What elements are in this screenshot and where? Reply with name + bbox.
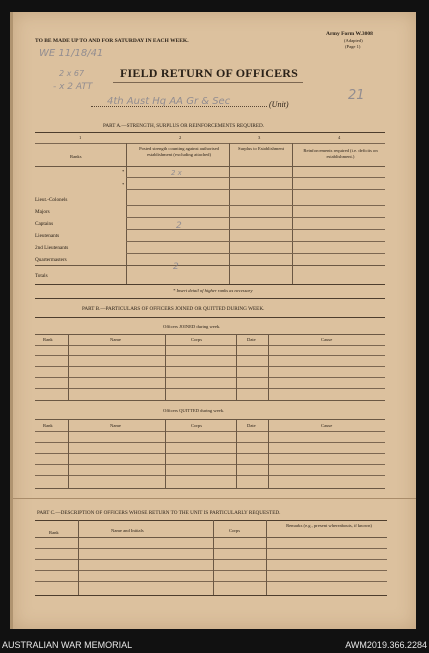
star-marker: * [122, 169, 125, 174]
rank-captains: Captains [35, 221, 54, 227]
row-rule [126, 241, 385, 242]
col-number-rule [35, 143, 385, 144]
rank-quartermasters: Quartermasters [35, 257, 67, 263]
form-number: Army Form W.3008 [326, 31, 373, 37]
joined-table-bottom [35, 400, 385, 401]
row-rule [126, 229, 385, 230]
joined-row-rule [35, 366, 385, 367]
part-c-vline [213, 520, 214, 595]
joined-vline [236, 334, 237, 400]
quitted-col-name: Name [110, 423, 121, 428]
joined-title: Officers JOINED during week. [163, 324, 221, 329]
part-a-bottom-rule [35, 284, 385, 285]
part-b-top-rule [35, 317, 385, 318]
rank-lieutenants: Lieutenants [35, 233, 60, 239]
quitted-col-date: Date [247, 423, 256, 428]
joined-row-rule [35, 355, 385, 356]
quitted-col-rank: Rank [43, 423, 53, 428]
joined-col-rank: Rank [43, 337, 53, 342]
star-marker: * [122, 182, 125, 187]
footer-institution: AUSTRALIAN WAR MEMORIAL [2, 640, 133, 650]
pencil-top-value: 2 x [171, 169, 182, 177]
part-c-col-remarks: Remarks (e.g., present whereabouts, if known) [286, 523, 372, 528]
totals-label: Totals [35, 273, 48, 279]
part-a-vline-2 [229, 143, 230, 284]
part-a-vline-3 [292, 143, 293, 284]
unit-label: (Unit) [269, 100, 289, 109]
quitted-vline [268, 419, 269, 488]
footer-catalog-id: AWM2019.366.2284 [345, 640, 427, 650]
pencil-unit-name: 4th Aust Hq AA Gr & Sec [107, 96, 231, 107]
pencil-note-date: WE 11/18/41 [39, 48, 104, 59]
part-c-row-rule [35, 559, 387, 560]
joined-table-top [35, 334, 385, 335]
pencil-note-attached: - x 2 ATT [53, 82, 93, 92]
paper-fold [13, 498, 416, 499]
col-header-posted: Posted strength counting against authorised establishment (excluding attached) [139, 146, 219, 157]
part-c-header-bottom [35, 537, 387, 538]
col-header-ranks: Ranks [70, 154, 82, 159]
pencil-number: 21 [348, 88, 365, 103]
part-c-vline [266, 520, 267, 595]
joined-vline [68, 334, 69, 400]
part-b-title: PART B.—PARTICULARS OF OFFICERS JOINED OR QUITTED DURING WEEK. [82, 306, 265, 312]
title-underline [113, 82, 303, 83]
form-title: FIELD RETURN OF OFFICERS [120, 66, 299, 80]
joined-vline [165, 334, 166, 400]
joined-vline [268, 334, 269, 400]
col-number-4: 4 [338, 135, 341, 140]
part-a-vline-1 [126, 143, 127, 284]
quitted-title: Officers QUITTED during week. [163, 408, 225, 413]
pencil-note-count: 2 x 67 [59, 69, 85, 78]
part-c-row-rule [35, 581, 387, 582]
col-number-3: 3 [258, 135, 261, 140]
quitted-vline [165, 419, 166, 488]
part-c-row-rule [35, 570, 387, 571]
part-c-vline [78, 520, 79, 595]
part-c-col-rank: Rank [49, 530, 59, 535]
rank-majors: Majors [35, 209, 50, 215]
joined-col-date: Date [247, 337, 256, 342]
part-c-col-name: Name and Initials [111, 528, 144, 533]
col-number-1: 1 [79, 135, 82, 140]
quitted-table-top [35, 419, 385, 420]
quitted-col-corps: Corps [191, 423, 202, 428]
quitted-row-rule [35, 464, 385, 465]
quitted-col-cause: Cause [321, 423, 333, 428]
document-page [13, 12, 416, 629]
joined-row-rule [35, 388, 385, 389]
joined-row-rule [35, 345, 385, 346]
quitted-row-rule [35, 453, 385, 454]
row-rule [126, 189, 385, 190]
pencil-totals-value: 2 [173, 262, 179, 272]
part-c-title: PART C.—DESCRIPTION OF OFFICERS WHOSE RETURN TO THE UNIT IS PARTICULARLY REQUESTED. [37, 510, 281, 516]
form-adapted: (Adapted) [344, 38, 363, 43]
col-header-surplus: Surplus to Establishment [238, 146, 284, 151]
header-bottom-rule [35, 166, 385, 167]
joined-col-corps: Corps [191, 337, 202, 342]
quitted-row-rule [35, 431, 385, 432]
quitted-row-rule [35, 442, 385, 443]
rank-lieut-colonels: Lieut.-Colonels [35, 197, 68, 203]
totals-top-rule [35, 265, 385, 266]
part-c-top-rule [35, 520, 387, 521]
form-page: (Page 1) [345, 44, 361, 49]
quitted-table-bottom [35, 488, 385, 489]
part-c-row-rule [35, 548, 387, 549]
joined-row-rule [35, 377, 385, 378]
quitted-vline [236, 419, 237, 488]
rank-2nd-lieutenants: 2nd Lieutenants [35, 245, 69, 251]
part-c-bottom-rule [35, 595, 387, 596]
row-rule [126, 253, 385, 254]
pencil-captains-value: 2 [176, 221, 182, 231]
part-a-title: PART A.—STRENGTH, SURPLUS OR REINFORCEMENTS REQUIRED. [103, 123, 265, 129]
part-c-col-corps: Corps [229, 528, 240, 533]
row-rule [126, 217, 385, 218]
joined-col-name: Name [110, 337, 121, 342]
instruction-text: TO BE MADE UP TO AND FOR SATURDAY IN EACH WEEK. [35, 38, 189, 44]
joined-col-cause: Cause [321, 337, 333, 342]
row-rule [126, 205, 385, 206]
quitted-row-rule [35, 475, 385, 476]
col-number-2: 2 [179, 135, 182, 140]
col-header-reinforcements: Reinforcements required (i.e. deficits on establishment.) [303, 148, 378, 159]
footnote: * Insert detail of higher ranks as necessary [173, 288, 253, 293]
footer-bar [0, 638, 429, 653]
part-a-top-rule [35, 132, 385, 133]
quitted-vline [68, 419, 69, 488]
row-rule [126, 177, 385, 178]
part-a-close-rule [35, 298, 385, 299]
